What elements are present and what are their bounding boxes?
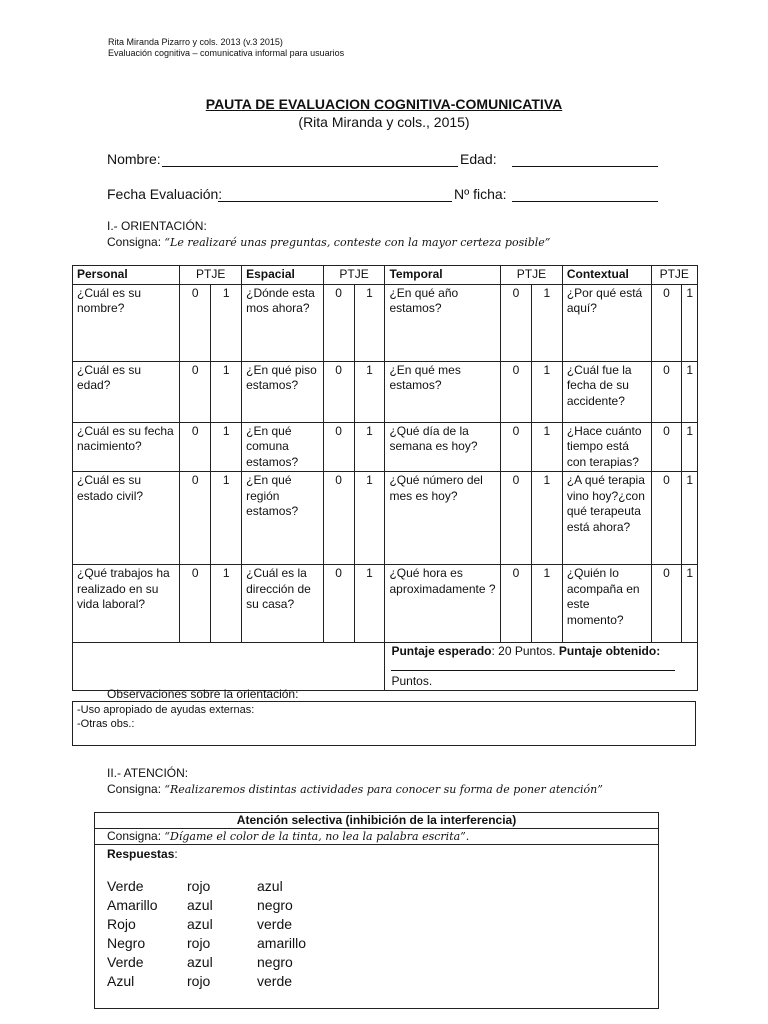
observaciones-box[interactable] <box>72 701 696 746</box>
score-0-option[interactable]: 0 <box>180 472 211 565</box>
atencion-box-consigna <box>95 829 658 845</box>
score-1-option[interactable]: 1 <box>211 422 242 472</box>
score-0-option[interactable]: 0 <box>323 422 354 472</box>
header-espacial: Espacial <box>242 266 323 285</box>
table-row <box>73 565 698 643</box>
page-title: PAUTA DE EVALUACION COGNITIVA-COMUNICATIVA <box>205 96 563 112</box>
consigna-text: “Le realizaré unas preguntas, conteste con la mayor certeza posible” <box>164 236 551 249</box>
header-contextual: Contextual <box>562 266 651 285</box>
header-ptje: PTJE <box>323 266 385 285</box>
word-row <box>107 896 306 915</box>
puntaje-row <box>73 643 698 691</box>
question-cell: ¿Quién lo acompaña en este momento? <box>562 565 651 643</box>
consigna-label: Consigna: <box>107 829 162 843</box>
score-0-option[interactable]: 0 <box>180 284 211 361</box>
ficha-field[interactable] <box>512 201 658 202</box>
fecha-evaluacion-label: Fecha Evaluación: <box>107 186 223 202</box>
stroop-word: Rojo <box>107 916 136 932</box>
score-0-option[interactable]: 0 <box>323 565 354 643</box>
respuestas-label: Respuestas: <box>107 847 178 861</box>
question-cell: ¿Cuál es su estado civil? <box>73 472 180 565</box>
score-1-option[interactable]: 1 <box>354 565 385 643</box>
score-1-option[interactable]: 1 <box>211 284 242 361</box>
word-row <box>107 953 306 972</box>
puntaje-obtenido-label: Puntaje obtenido: <box>558 644 661 658</box>
score-0-option[interactable]: 0 <box>180 361 211 422</box>
score-0-option[interactable]: 0 <box>651 472 682 565</box>
puntaje-obtenido-field[interactable] <box>391 660 675 671</box>
nombre-label: Nombre: <box>107 151 161 167</box>
score-0-option[interactable]: 0 <box>323 284 354 361</box>
puntaje-esperado-label: Puntaje esperado <box>391 644 492 658</box>
question-cell: ¿Por qué está aquí? <box>562 284 651 361</box>
score-1-option[interactable]: 1 <box>531 422 562 472</box>
consigna-label: Consigna: <box>107 782 162 796</box>
fecha-evaluacion-field[interactable] <box>218 201 452 202</box>
consigna-text: “Dígame el color de la tinta, no lea la palabra escrita”. <box>164 830 470 843</box>
nombre-field[interactable] <box>162 166 458 167</box>
word-row <box>107 972 306 991</box>
stroop-word: rojo <box>187 973 211 989</box>
table-row <box>73 361 698 422</box>
puntos-label: Puntos. <box>391 673 433 688</box>
score-1-option[interactable]: 1 <box>211 565 242 643</box>
consigna-label: Consigna: <box>107 235 162 249</box>
obs-line-ayudas: -Uso apropiado de ayudas externas: <box>77 704 255 716</box>
score-1-option[interactable]: 1 <box>682 472 698 565</box>
question-cell: ¿Cuál es su nombre? <box>73 284 180 361</box>
page-subtitle: (Rita Miranda y cols., 2015) <box>298 114 470 130</box>
question-cell: ¿En qué región estamos? <box>242 472 323 565</box>
stroop-word: azul <box>257 878 283 894</box>
header-ptje: PTJE <box>180 266 242 285</box>
question-cell: ¿En qué año estamos? <box>385 284 501 361</box>
word-row <box>107 934 306 953</box>
score-1-option[interactable]: 1 <box>531 565 562 643</box>
header-temporal: Temporal <box>385 266 501 285</box>
stroop-word: Azul <box>107 973 135 989</box>
score-0-option[interactable]: 0 <box>180 422 211 472</box>
ficha-label: Nº ficha: <box>454 186 507 202</box>
table-row <box>73 472 698 565</box>
question-cell: ¿Qué hora es aproximadamente ? <box>385 565 501 643</box>
score-0-option[interactable]: 0 <box>323 361 354 422</box>
score-0-option[interactable]: 0 <box>651 361 682 422</box>
question-cell: ¿En qué comuna estamos? <box>242 422 323 472</box>
stroop-word: verde <box>257 916 293 932</box>
question-cell: ¿Qué número del mes es hoy? <box>385 472 501 565</box>
atencion-selectiva-box <box>94 812 659 1009</box>
puntaje-blank-cell <box>73 643 385 691</box>
edad-label: Edad: <box>460 151 497 167</box>
stroop-word: rojo <box>187 878 211 894</box>
question-cell: ¿Hace cuánto tiempo está con terapias? <box>562 422 651 472</box>
edad-field[interactable] <box>512 166 658 167</box>
table-header-row <box>73 266 698 285</box>
question-cell: ¿Cuál es su edad? <box>73 361 180 422</box>
puntaje-esperado-value: : 20 Puntos. <box>491 644 556 658</box>
header-personal: Personal <box>73 266 180 285</box>
score-0-option[interactable]: 0 <box>500 565 531 643</box>
stroop-word: rojo <box>187 935 211 951</box>
question-cell: ¿Qué trabajos ha realizado en su vida laboral? <box>73 565 180 643</box>
score-1-option[interactable]: 1 <box>211 361 242 422</box>
question-cell: ¿Cuál es su fecha nacimiento? <box>73 422 180 472</box>
header-line-1: Rita Miranda Pizarro y cols. 2013 (v.3 2015) <box>108 37 283 47</box>
question-cell: ¿Qué día de la semana es hoy? <box>385 422 501 472</box>
word-row <box>107 877 306 896</box>
stroop-word: azul <box>187 916 213 932</box>
stroop-word: azul <box>187 897 213 913</box>
stroop-word: negro <box>257 897 293 913</box>
score-1-option[interactable]: 1 <box>682 284 698 361</box>
stroop-word: negro <box>257 954 293 970</box>
stroop-word: amarillo <box>257 935 307 951</box>
header-ptje: PTJE <box>651 266 697 285</box>
question-cell: ¿En qué piso estamos? <box>242 361 323 422</box>
atencion-consigna <box>107 782 603 796</box>
atencion-heading: II.- ATENCIÓN: <box>107 766 189 780</box>
orientacion-table <box>72 265 698 691</box>
stroop-word: Amarillo <box>107 897 158 913</box>
score-1-option[interactable]: 1 <box>354 472 385 565</box>
stroop-word: verde <box>257 973 293 989</box>
score-0-option[interactable]: 0 <box>651 284 682 361</box>
score-1-option[interactable]: 1 <box>531 284 562 361</box>
score-1-option[interactable]: 1 <box>531 472 562 565</box>
stroop-word: Negro <box>107 935 146 951</box>
score-0-option[interactable]: 0 <box>323 472 354 565</box>
orientacion-heading: I.- ORIENTACIÓN: <box>107 219 207 233</box>
score-1-option[interactable]: 1 <box>354 361 385 422</box>
obs-line-otras: -Otras obs.: <box>77 718 135 730</box>
table-row <box>73 284 698 361</box>
score-0-option[interactable]: 0 <box>180 565 211 643</box>
header-line-2: Evaluación cognitiva – comunicativa informal para usuarios <box>108 48 345 58</box>
atencion-box-title: Atención selectiva (inhibición de la interferencia) <box>95 813 658 829</box>
score-0-option[interactable]: 0 <box>500 422 531 472</box>
question-cell: ¿Cuál fue la fecha de su accidente? <box>562 361 651 422</box>
score-0-option[interactable]: 0 <box>500 284 531 361</box>
score-1-option[interactable]: 1 <box>682 565 698 643</box>
score-1-option[interactable]: 1 <box>354 422 385 472</box>
score-1-option[interactable]: 1 <box>531 361 562 422</box>
question-cell: ¿En qué mes estamos? <box>385 361 501 422</box>
score-0-option[interactable]: 0 <box>500 472 531 565</box>
stroop-word: Verde <box>107 878 144 894</box>
score-1-option[interactable]: 1 <box>354 284 385 361</box>
question-cell: ¿Cuál es la dirección de su casa? <box>242 565 323 643</box>
question-cell: ¿Dónde esta mos ahora? <box>242 284 323 361</box>
score-1-option[interactable]: 1 <box>211 472 242 565</box>
header-ptje: PTJE <box>500 266 562 285</box>
orientacion-consigna <box>107 235 550 249</box>
table-row <box>73 422 698 472</box>
puntaje-cell <box>385 643 698 691</box>
score-0-option[interactable]: 0 <box>651 565 682 643</box>
score-1-option[interactable]: 1 <box>682 422 698 472</box>
consigna-text: “Realizaremos distintas actividades para conocer su forma de poner atención” <box>164 783 603 796</box>
stroop-word: Verde <box>107 954 144 970</box>
stroop-word: azul <box>187 954 213 970</box>
score-1-option[interactable]: 1 <box>682 361 698 422</box>
score-0-option[interactable]: 0 <box>651 422 682 472</box>
word-row <box>107 915 306 934</box>
question-cell: ¿A qué terapia vino hoy?¿con qué terapeuta está ahora? <box>562 472 651 565</box>
stroop-words-table <box>107 877 306 991</box>
score-0-option[interactable]: 0 <box>500 361 531 422</box>
observaciones-label: Observaciones sobre la orientación: <box>107 687 299 701</box>
